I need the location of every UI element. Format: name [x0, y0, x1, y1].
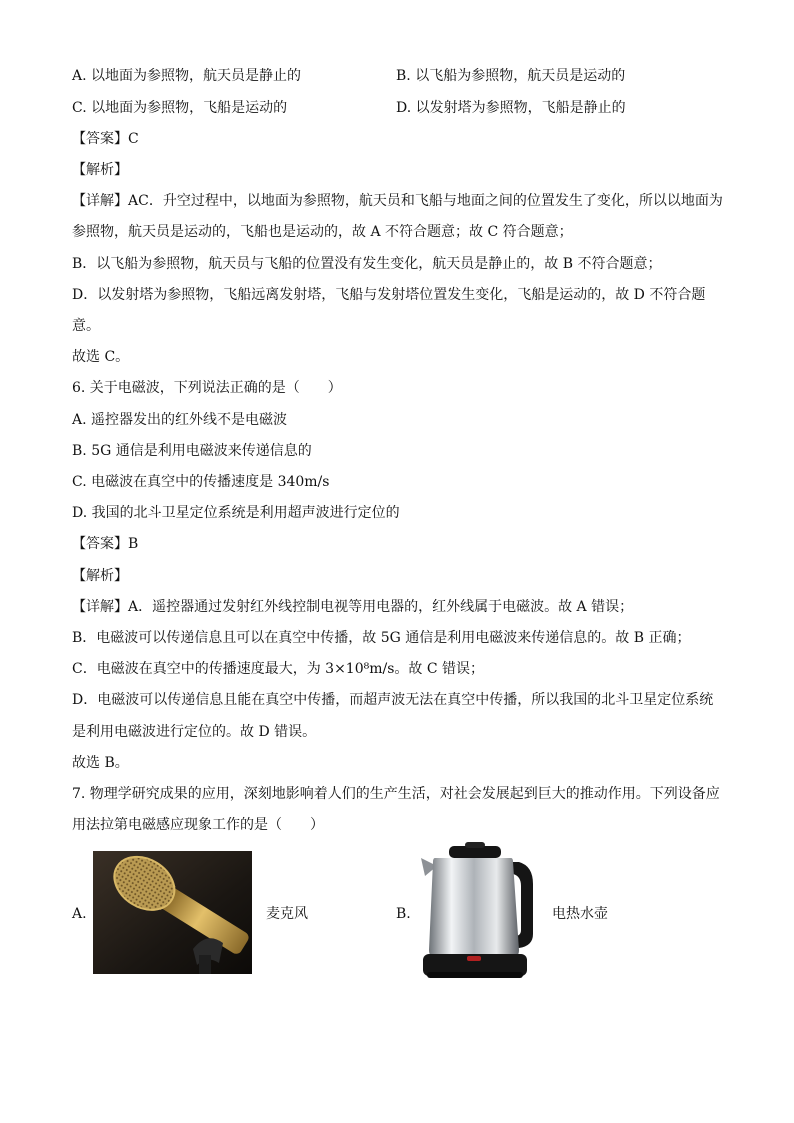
q6-detail-line: C．电磁波在真空中的传播速度最大，为 3×10⁸m/s。故 C 错误；: [72, 661, 485, 677]
q6-option-a: A. 遥控器发出的红外线不是电磁波: [72, 412, 288, 428]
microphone-image: [93, 851, 252, 974]
q6-option-b: B. 5G 通信是利用电磁波来传递信息的: [72, 443, 312, 459]
q5-detail-line: 意。: [72, 318, 100, 334]
q7-option-b-letter: B.: [396, 906, 411, 922]
electric-kettle-image: [415, 840, 540, 985]
q5-option-b: B. 以飞船为参照物，航天员是运动的: [396, 68, 626, 84]
q6-analysis-label: 【解析】: [72, 568, 128, 584]
q5-answer: 【答案】C: [72, 131, 139, 147]
q5-detail-line: D．以发射塔为参照物，飞船远离发射塔，飞船与发射塔位置发生变化，飞船是运动的，故 D 不符合题: [72, 287, 706, 303]
q5-analysis-label: 【解析】: [72, 162, 128, 178]
q5-conclusion: 故选 C。: [72, 349, 130, 365]
q6-stem: 6. 关于电磁波，下列说法正确的是（ ）: [72, 380, 342, 396]
q7-stem-line1: 7. 物理学研究成果的应用，深刻地影响着人们的生产生活，对社会发展起到巨大的推动作用。下列设备应: [72, 786, 720, 802]
q7-stem-line2: 用法拉第电磁感应现象工作的是（ ）: [72, 817, 324, 833]
q5-option-d: D. 以发射塔为参照物，飞船是静止的: [396, 100, 626, 116]
q6-answer: 【答案】B: [72, 536, 139, 552]
q6-detail-line: D．电磁波可以传递信息且能在真空中传播，而超声波无法在真空中传播，所以我国的北斗卫星定位系统: [72, 692, 714, 708]
q6-detail-line: 是利用电磁波进行定位的。故 D 错误。: [72, 724, 317, 740]
q5-detail-line: B．以飞船为参照物，航天员与飞船的位置没有发生变化，航天员是静止的，故 B 不符合题意；: [72, 256, 662, 272]
q7-option-a-letter: A.: [72, 906, 87, 922]
q7-option-b-caption: 电热水壶: [552, 906, 608, 922]
q6-conclusion: 故选 B。: [72, 755, 129, 771]
q5-detail-line: 参照物，航天员是运动的，飞船也是运动的，故 A 不符合题意；故 C 符合题意；: [72, 224, 573, 240]
q6-detail-line: 【详解】A．遥控器通过发射红外线控制电视等用电器的，红外线属于电磁波。故 A 错误；: [72, 599, 634, 615]
q5-detail-line: 【详解】AC．升空过程中，以地面为参照物，航天员和飞船与地面之间的位置发生了变化，所以以地面为: [72, 193, 723, 209]
q7-option-a-caption: 麦克风: [266, 906, 308, 922]
q5-option-c: C. 以地面为参照物，飞船是运动的: [72, 100, 288, 116]
q6-option-d: D. 我国的北斗卫星定位系统是利用超声波进行定位的: [72, 505, 400, 521]
q6-option-c: C. 电磁波在真空中的传播速度是 340m/s: [72, 474, 330, 490]
q6-detail-line: B．电磁波可以传递信息且可以在真空中传播，故 5G 通信是利用电磁波来传递信息的。故 B 正确；: [72, 630, 691, 646]
q5-option-a: A. 以地面为参照物，航天员是静止的: [72, 68, 302, 84]
